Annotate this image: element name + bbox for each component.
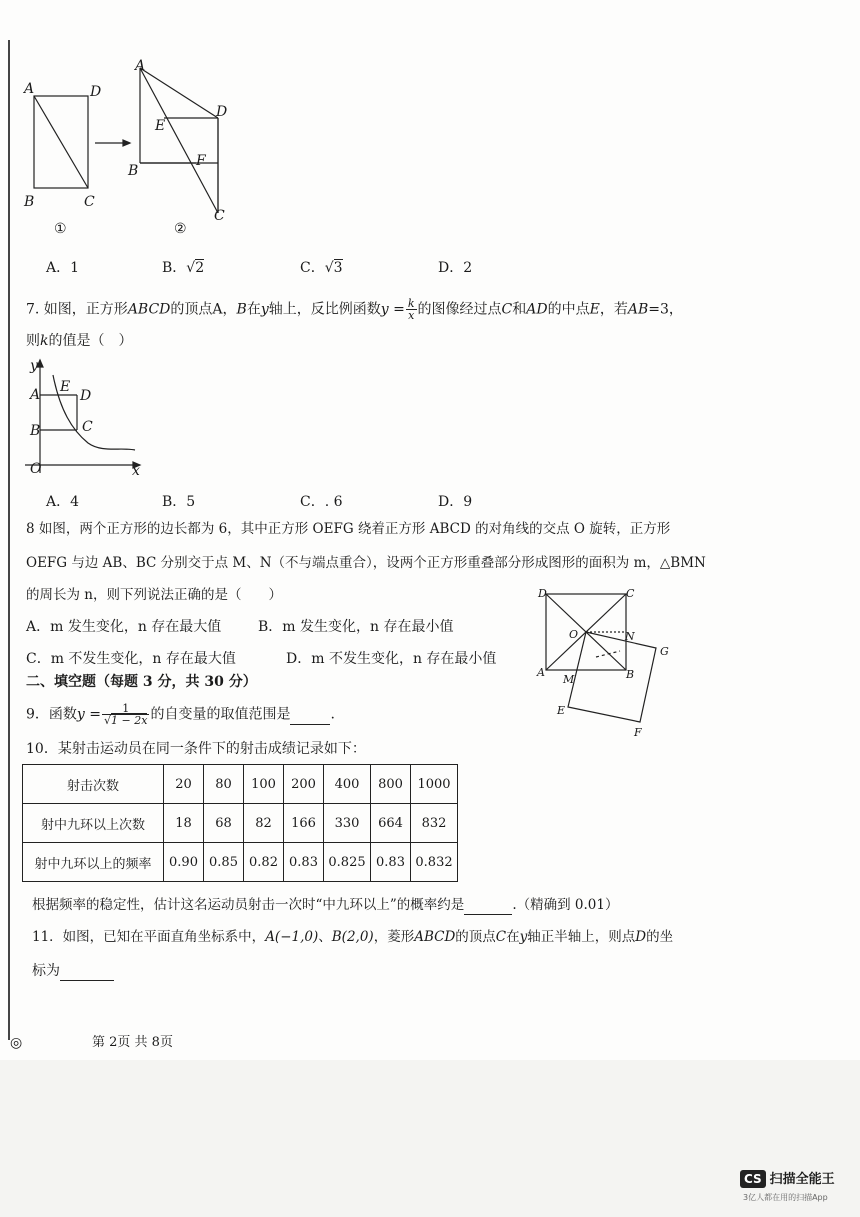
table-cell: 68: [204, 804, 244, 843]
table-cell: 0.832: [411, 843, 458, 882]
fig2-label-B: B: [128, 163, 139, 179]
table-cell: 0.83: [371, 843, 411, 882]
q11-stem-line2: 标为: [32, 962, 114, 981]
q8-label-G: G: [660, 645, 669, 658]
logo-app-name: 扫描全能王: [769, 1172, 835, 1187]
table-cell: 400: [324, 765, 371, 804]
section-heading-fill-in: 二、填空题（每题 3 分，共 30 分）: [26, 674, 257, 690]
table-cell: 800: [371, 765, 411, 804]
q8-label-E: E: [557, 704, 566, 717]
table-row-header: 射击次数: [23, 765, 164, 804]
q6-option-d: D．2: [438, 260, 473, 276]
q7-label-O: O: [30, 461, 42, 477]
fig2-label-E: E: [155, 118, 166, 134]
q6-option-b: B．√2: [162, 260, 205, 276]
q7-label-B: B: [30, 423, 41, 439]
q8-label-B: B: [626, 668, 635, 681]
q8-label-C: C: [626, 587, 635, 600]
q8-option-b: B．m 发生变化，n 存在最小值: [258, 619, 454, 635]
fig1-label-D: D: [90, 84, 102, 100]
table-row: [23, 804, 458, 843]
table-row-header: 射中九环以上的频率: [23, 843, 164, 882]
fig2-label-C: C: [214, 208, 225, 224]
q7-option-c: C．. 6: [300, 494, 343, 510]
table-cell: 832: [411, 804, 458, 843]
fig1-subcaption-2: ②: [174, 221, 187, 237]
table-cell: 0.83: [284, 843, 324, 882]
q7-option-d: D．9: [438, 494, 473, 510]
q6-option-c: C．√3: [300, 260, 343, 276]
q8-label-D: D: [538, 587, 547, 600]
fig2-label-F: F: [196, 153, 206, 169]
q10-answer-blank[interactable]: [464, 896, 512, 915]
q7-stem-line1: 7. 如图，正方形ABCD的顶点A，B在y轴上，反比例函数y = $\frac{k}{x}$ 的图像经过点C和AD的中点E，若AB=3，: [26, 297, 683, 322]
q6-figure: [20, 55, 240, 245]
q9-fraction: $\frac{1}{√1 - 2x}$: [104, 702, 148, 727]
table-row: [23, 843, 458, 882]
fig1-label-A: A: [24, 81, 35, 97]
table-cell: 0.85: [204, 843, 244, 882]
q7-fraction: $\frac{k}{x}$: [407, 297, 415, 322]
q7-label-x: x: [132, 463, 140, 479]
q8-option-c: C．m 不发生变化，n 存在最大值: [26, 651, 236, 667]
q7-label-E: E: [60, 379, 71, 395]
scanner-app-logo: [740, 1168, 835, 1188]
q7-label-y: y: [30, 358, 38, 374]
table-cell: 330: [324, 804, 371, 843]
q8-option-a: A．m 发生变化，n 存在最大值: [26, 619, 222, 635]
q8-label-F: F: [634, 726, 642, 739]
q7-label-D: D: [80, 388, 92, 404]
q9-stem: 9．函数y = $\frac{1}{√1 - 2x}$ 的自变量的取值范围是 .: [26, 702, 335, 727]
q10-intro: 10．某射击运动员在同一条件下的射击成绩记录如下：: [26, 741, 366, 757]
q11-stem-line1: 11．如图，已知在平面直角坐标系中，A(−1,0)、B(2,0)，菱形ABCD的顶点C在y轴正半轴上，则点D的坐: [32, 929, 674, 945]
footer-circle-mark: ◎: [10, 1035, 23, 1051]
table-cell: 166: [284, 804, 324, 843]
fig2-label-D: D: [216, 104, 228, 120]
q11-answer-blank[interactable]: [60, 962, 114, 981]
q8-stem-line1: 8 如图，两个正方形的边长都为 6，其中正方形 OEFG 绕着正方形 ABCD 的对角线的交点 O 旋转，正方形: [26, 521, 671, 537]
table-cell: 0.825: [324, 843, 371, 882]
q8-stem-line3: 的周长为 n，则下列说法正确的是（ ）: [26, 587, 282, 603]
q10-question: 根据频率的稳定性，估计这名运动员射击一次时“中九环以上”的概率约是 .（精确到 0.01）: [32, 897, 619, 913]
footer-page-number: 第 2页 共 8页: [92, 1035, 173, 1050]
table-cell: 18: [164, 804, 204, 843]
q8-label-N: N: [625, 630, 635, 643]
q8-label-A: A: [537, 666, 545, 679]
q8-figure: [530, 585, 680, 735]
table-cell: 100: [244, 765, 284, 804]
fig1-label-C: C: [84, 194, 95, 210]
table-cell: 0.82: [244, 843, 284, 882]
q7-option-b: B．5: [162, 494, 196, 510]
q6-option-a: A．1: [46, 260, 80, 276]
table-cell: 80: [204, 765, 244, 804]
q8-stem-line2: OEFG 与边 AB、BC 分别交于点 M、N（不与端点重合），设两个正方形重叠部分形成图形的面积为 m，△BMN: [26, 555, 706, 571]
table-cell: 82: [244, 804, 284, 843]
q8-label-M: M: [563, 673, 575, 686]
q8-label-O: O: [569, 628, 579, 641]
table-cell: 20: [164, 765, 204, 804]
fig2-label-A: A: [135, 58, 146, 74]
q7-label-C: C: [82, 419, 93, 435]
table-cell: 664: [371, 804, 411, 843]
binding-margin-line: [8, 40, 10, 1040]
fig1-subcaption-1: ①: [54, 221, 67, 237]
fig1-label-B: B: [24, 194, 35, 210]
q7-stem-line2: 则k的值是（ ）: [26, 333, 133, 349]
q8-option-d: D．m 不发生变化，n 存在最小值: [286, 651, 497, 667]
q7-option-a: A．4: [46, 494, 80, 510]
table-row: [23, 765, 458, 804]
q9-answer-blank[interactable]: [290, 706, 330, 725]
table-cell: 0.90: [164, 843, 204, 882]
page-bottom-shade: [0, 1060, 860, 1217]
q7-label-A: A: [30, 387, 41, 403]
q10-results-table: [22, 764, 458, 882]
logo-tagline: 3亿人都在用的扫描App: [743, 1193, 828, 1202]
table-cell: 1000: [411, 765, 458, 804]
table-row-header: 射中九环以上次数: [23, 804, 164, 843]
cs-logo-icon: CS: [740, 1170, 766, 1188]
table-cell: 200: [284, 765, 324, 804]
